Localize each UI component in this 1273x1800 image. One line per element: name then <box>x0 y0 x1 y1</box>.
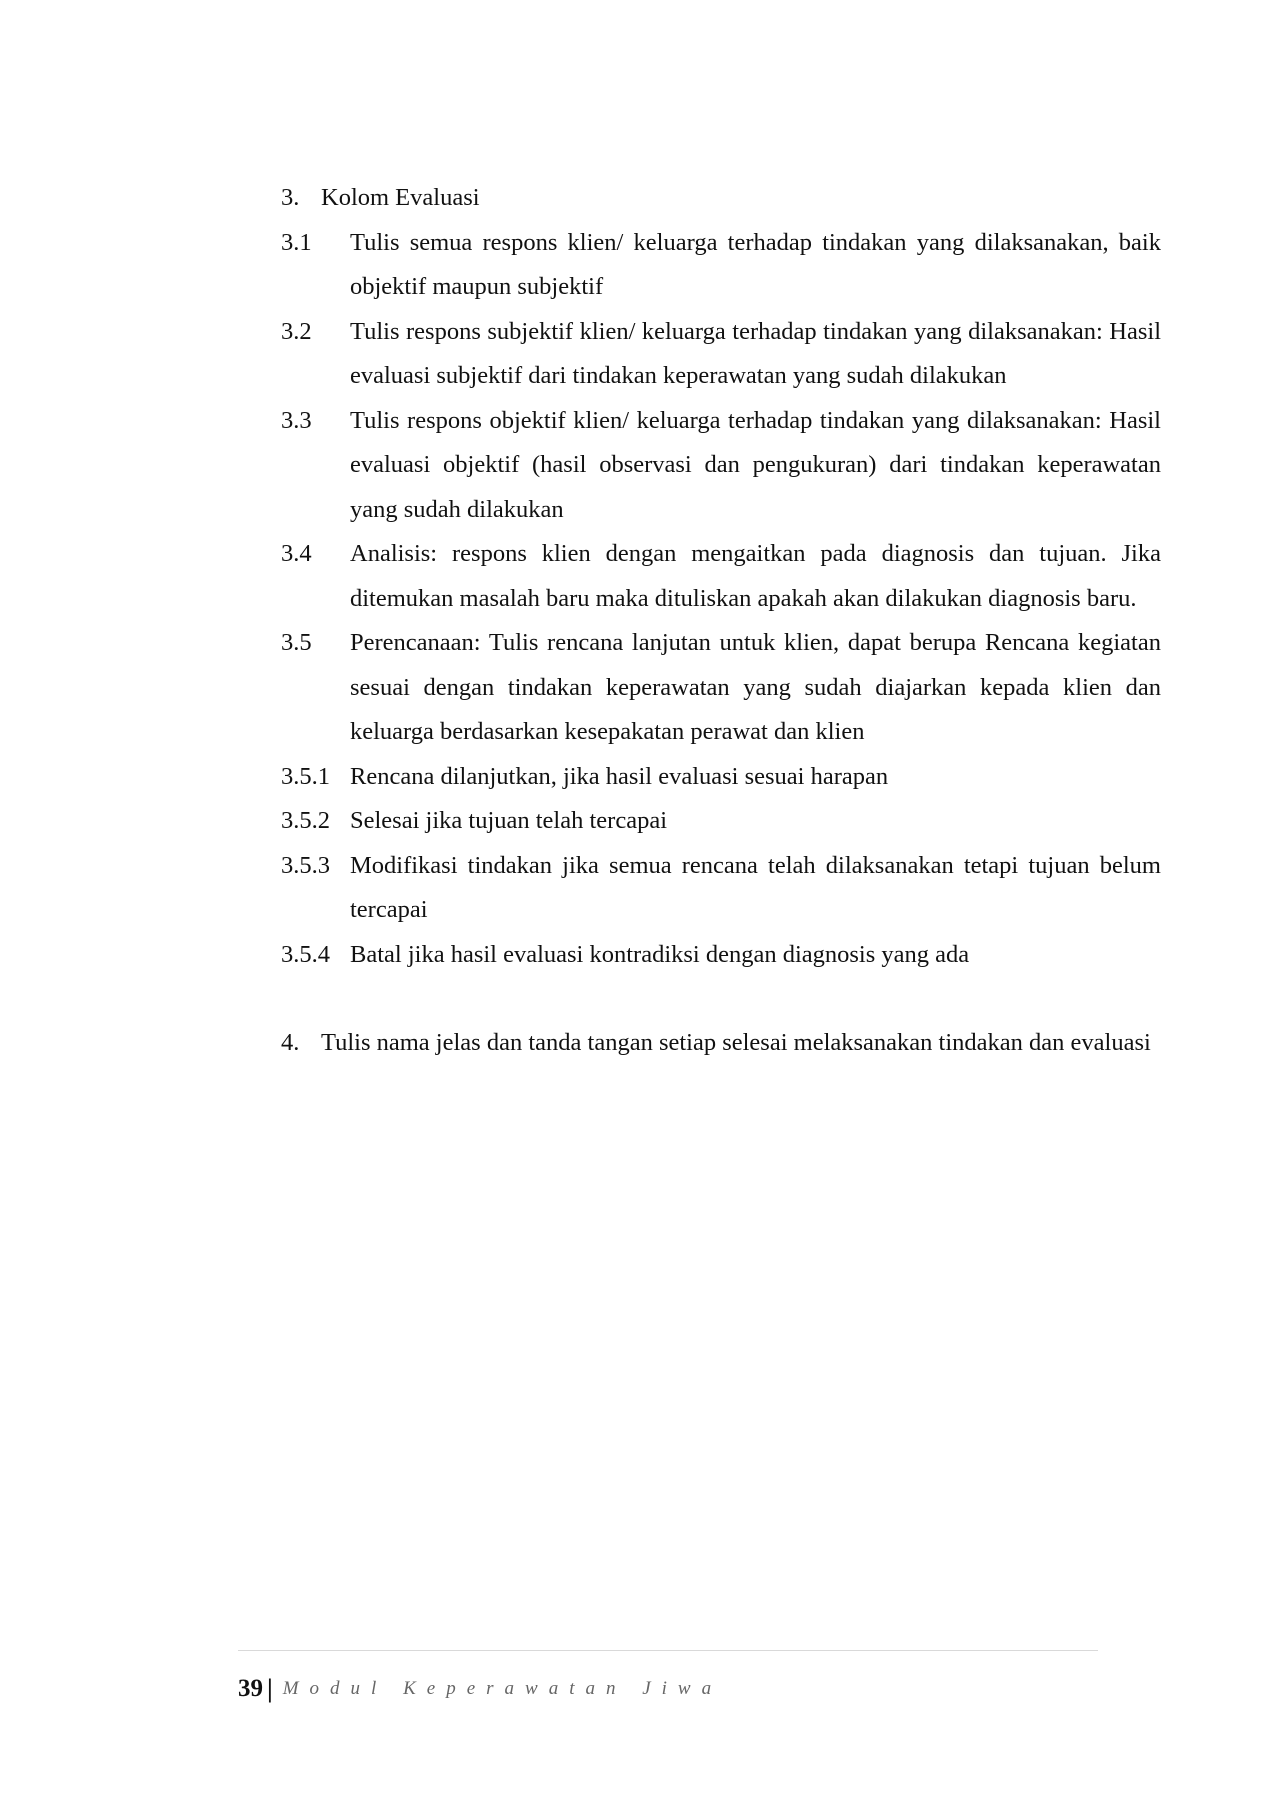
section-3-number: 3. <box>281 184 300 211</box>
spacer <box>281 977 1161 1021</box>
item-text: Analisis: respons klien dengan mengaitkan pada diagnosis dan tujuan. Jika ditemukan masalah baru maka dituliskan apakah akan dilakukan diagnosis baru. <box>350 540 1161 612</box>
item-number: 3.5.4 <box>281 940 330 968</box>
page-content <box>281 176 1161 1066</box>
item-text: Perencanaan: Tulis rencana lanjutan untuk klien, dapat berupa Rencana kegiatan sesuai dengan tindakan keperawatan yang sudah diajarkan kepada klien dan keluarga berdasarkan kesepakatan perawat dan klien <box>350 629 1161 745</box>
item-number: 3.5 <box>281 629 312 656</box>
section-4-number: 4. <box>281 1029 300 1056</box>
list-item-3-5-3 <box>281 844 1161 933</box>
item-text: Selesai jika tujuan telah tercapai <box>350 807 668 834</box>
list-item-3-5-2 <box>281 799 1161 844</box>
item-text: Modifikasi tindakan jika semua rencana telah dilaksanakan tetapi tujuan belum tercapai <box>350 851 1161 923</box>
footer-module-title: Modul Keperawatan Jiwa <box>282 1677 723 1699</box>
item-number: 3.5.3 <box>281 851 330 879</box>
section-4-text: Tulis nama jelas dan tanda tangan setiap selesai melaksanakan tindakan dan evaluasi <box>321 1029 1151 1056</box>
list-item-3-4 <box>281 532 1161 621</box>
item-number: 3.5.1 <box>281 762 330 790</box>
list-item-3-3 <box>281 399 1161 533</box>
footer-separator: | <box>267 1673 273 1703</box>
list-item-3-2 <box>281 310 1161 399</box>
item-number: 3.5.2 <box>281 807 330 834</box>
item-text: Tulis respons subjektif klien/ keluarga terhadap tindakan yang dilaksanakan: Hasil evaluasi subjektif dari tindakan keperawatan yang sudah dilakukan <box>350 317 1161 389</box>
item-text: Batal jika hasil evaluasi kontradiksi dengan diagnosis yang ada <box>350 940 970 968</box>
item-number: 3.4 <box>281 540 312 567</box>
item-text: Rencana dilanjutkan, jika hasil evaluasi sesuai harapan <box>350 762 889 790</box>
section-3-heading <box>281 176 1161 221</box>
item-number: 3.3 <box>281 406 312 434</box>
page-footer <box>238 1650 1098 1716</box>
section-3-title: Kolom Evaluasi <box>321 184 480 211</box>
item-text: Tulis semua respons klien/ keluarga terhadap tindakan yang dilaksanakan, baik objektif maupun subjektif <box>350 228 1161 300</box>
list-item-3-5 <box>281 621 1161 755</box>
item-number: 3.1 <box>281 228 312 256</box>
item-number: 3.2 <box>281 317 312 345</box>
list-item-3-1 <box>281 221 1161 310</box>
section-4 <box>281 1021 1161 1066</box>
list-item-3-5-4 <box>281 933 1161 978</box>
list-item-3-5-1 <box>281 755 1161 800</box>
item-text: Tulis respons objektif klien/ keluarga terhadap tindakan yang dilaksanakan: Hasil evaluasi objektif (hasil observasi dan pengukuran) dari tindakan keperawatan yang sudah dilakukan <box>350 406 1161 523</box>
page-number: 39 <box>238 1674 263 1702</box>
